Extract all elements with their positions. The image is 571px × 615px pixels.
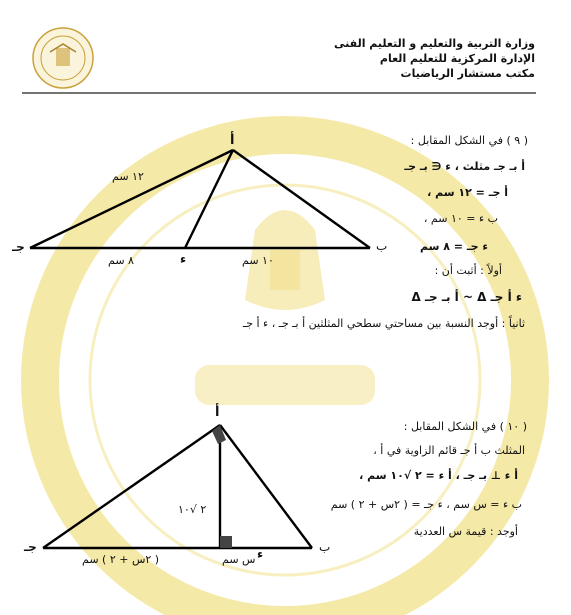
- q9-line5: أولاً : أثبت أن :: [434, 264, 502, 277]
- header-office: مكتب مستشار الرياضيات: [400, 67, 535, 80]
- q9-vertex-d: ء: [180, 252, 187, 266]
- q9-line7: ثانياً : أوجد النسبة بين مساحتي سطحي المثلثين أ بـ جـ ، ء أ جـ: [242, 317, 525, 330]
- q9-line2: أ جـ = ١٢ سم ،: [427, 186, 508, 199]
- q10-line3: ب ء = س سم ، ء جـ = ( ٢س + ٢ ) سم: [330, 498, 522, 511]
- q10-label-ad: ٢ √١٠: [178, 503, 207, 516]
- q10-label-bd: س سم: [222, 553, 256, 566]
- q10-vertex-c: جـ: [24, 540, 37, 554]
- q9-label-ac: ١٢ سم: [112, 170, 144, 183]
- q10-line2: أ ء ⊥ بـ جـ ، أ ء = ٢ √١٠ سم ،: [359, 469, 518, 482]
- q9-vertex-c: جـ: [12, 240, 25, 254]
- q9-label-bd: ١٠ سم: [242, 254, 274, 267]
- q9-title: ( ٩ ) في الشكل المقابل :: [410, 134, 528, 147]
- q9-line4: ء جـ = ٨ سم: [419, 240, 488, 253]
- q10-vertex-a: أ: [215, 405, 220, 420]
- header-ministry: وزارة التربية والتعليم و التعليم الفنى: [334, 37, 535, 50]
- q9-line3: ب ء = ١٠ سم ،: [423, 212, 498, 225]
- q9-label-dc: ٨ سم: [108, 254, 134, 267]
- q10-vertex-d: ء: [257, 547, 264, 561]
- watermark-seal: [40, 135, 530, 615]
- q10-vertex-b: ب: [319, 540, 331, 554]
- header-central-admin: الإدارة المركزية للتعليم العام: [379, 52, 535, 65]
- header-block: [330, 36, 535, 81]
- arabic-calligraphy-logo: [195, 365, 375, 405]
- q9-vertex-a: أ: [230, 133, 235, 148]
- q9-line6: Δ أ بـ جـ ~ Δ ء أ جـ: [411, 290, 522, 304]
- q9-vertex-b: ب: [376, 239, 388, 253]
- q10-line4: أوجد : قيمة س العددية: [413, 525, 518, 538]
- q10-title: ( ١٠ ) في الشكل المقابل :: [403, 420, 527, 433]
- q9-line1: أ بـ جـ مثلث ، ء ∈ بـ جـ: [404, 160, 525, 173]
- q10-label-dc: ( ٢س + ٢ ) سم: [82, 553, 160, 566]
- q10-line1: المثلث ب أ جـ قائم الزاوية في أ ،: [373, 444, 525, 457]
